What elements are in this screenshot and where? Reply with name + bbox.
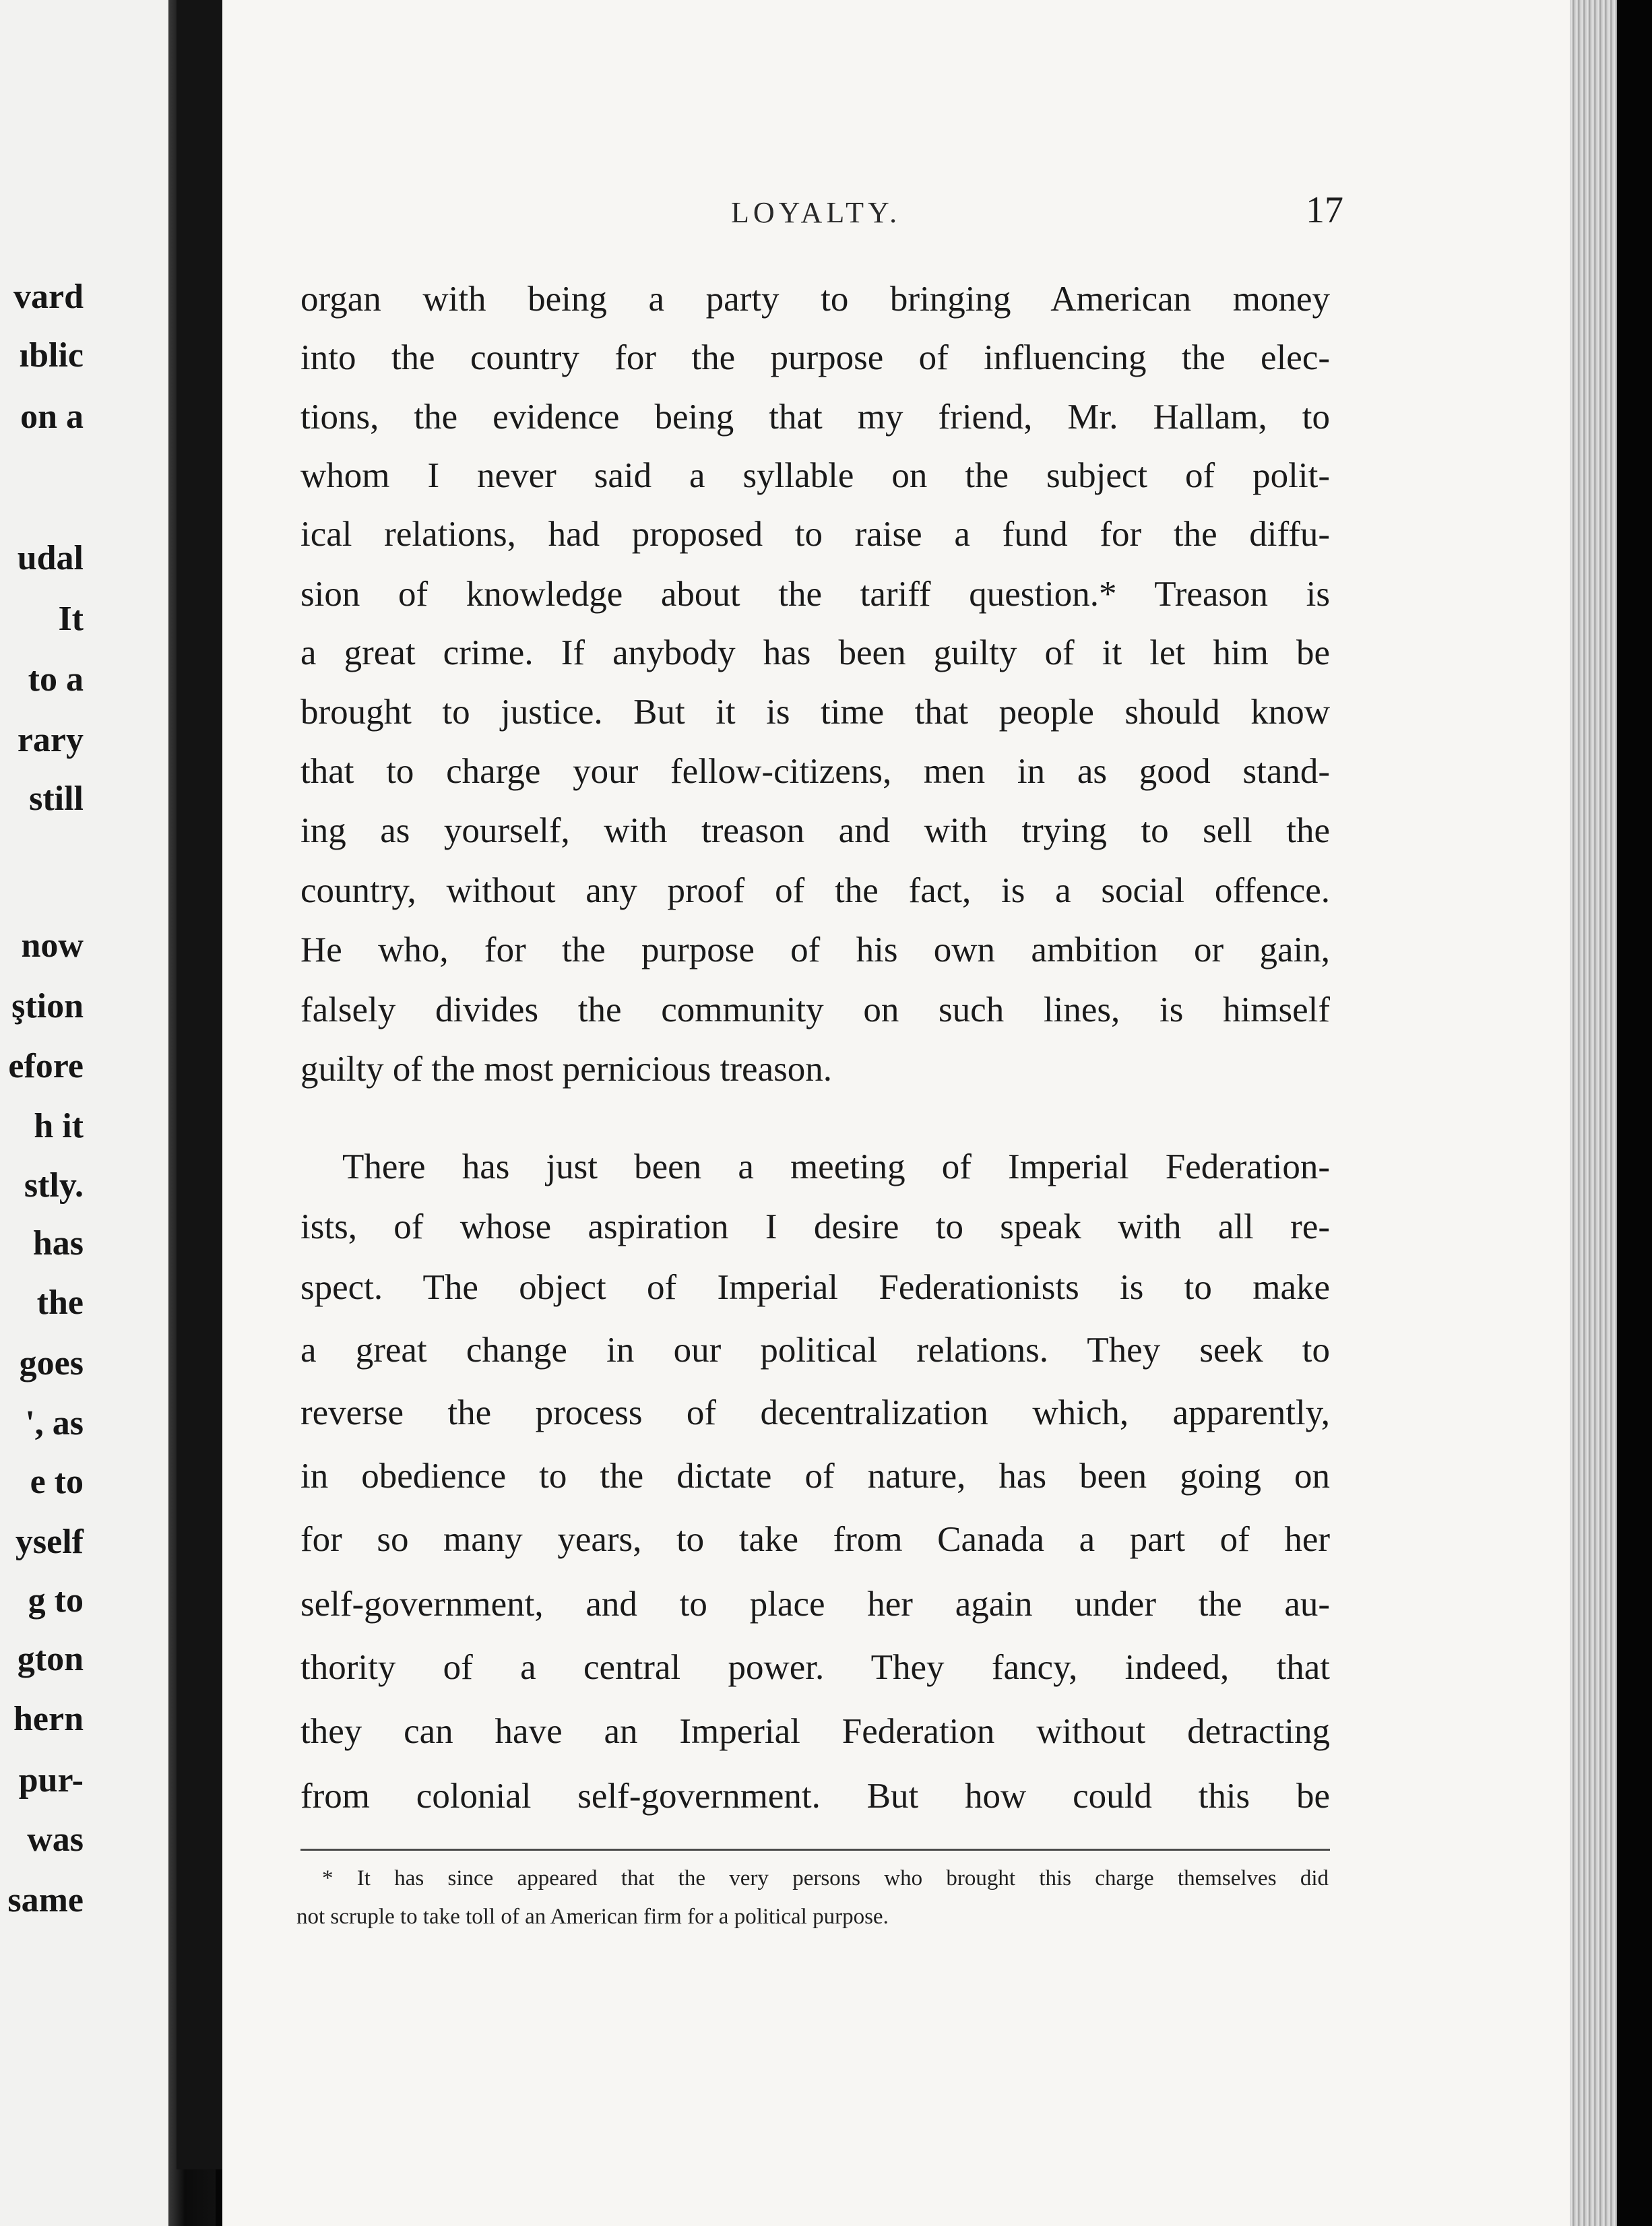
body-text-line: for so many years, to take from Canada a part of her [300,1520,1330,1559]
body-text-line: ical relations, had proposed to raise a fund for the diffu- [300,515,1330,554]
left-page-line: It [58,600,84,638]
scan-background [1617,0,1652,2226]
body-text-line: country, without any proof of the fact, is a social offence. [300,871,1330,910]
body-text-line: brought to justice. But it is time that people should know [300,693,1330,732]
body-text-line: in obedience to the dictate of nature, has been going on [300,1457,1330,1496]
body-text-line: ists, of whose aspiration I desire to speak with all re- [300,1207,1330,1246]
body-text-line: guilty of the most pernicious treason. [300,1050,832,1089]
left-page-line: yself [15,1523,84,1561]
left-page-line: gton [17,1640,84,1678]
body-text-line: sion of knowledge about the tariff question.* Treason is [300,575,1330,614]
left-page-line: ', as [25,1404,84,1442]
left-page-line: hern [13,1700,84,1738]
body-text-line: spect. The object of Imperial Federationists is to make [300,1268,1330,1307]
body-text-line: There has just been a meeting of Imperial Federation- [342,1147,1330,1186]
main-page [222,0,1577,2226]
left-page-line: e to [30,1463,84,1501]
left-page-line: g to [28,1581,84,1620]
left-page-line: still [29,780,84,818]
body-text-line: they can have an Imperial Federation without detracting [300,1712,1330,1751]
running-head: LOYALTY. [731,196,901,229]
body-text-line: whom I never said a syllable on the subject of polit- [300,456,1330,495]
body-text-line: thority of a central power. They fancy, indeed, that [300,1648,1330,1687]
left-page-line: stly. [24,1166,84,1205]
body-text-line: ing as yourself, with treason and with trying to sell the [300,811,1330,850]
footnote-line: * It has since appeared that the very persons who brought this charge themselves did [322,1866,1329,1890]
body-text-line: a great crime. If anybody has been guilty of it let him be [300,633,1330,672]
body-text-line: falsely divides the community on such lines, is himself [300,990,1330,1029]
left-page-line: h it [34,1107,84,1145]
left-page-line: to a [28,660,84,699]
footnote-line: not scruple to take toll of an American firm for a political purpose. [296,1905,889,1929]
body-text-line: a great change in our political relations. They seek to [300,1331,1330,1370]
left-page-line: was [27,1820,84,1859]
left-page-line: goes [19,1344,84,1382]
left-page-line: on a [20,398,84,436]
page-number: 17 [1306,189,1343,231]
left-page-line: vard [13,278,84,316]
left-page-line: udal [17,539,84,577]
left-page-line: now [21,926,84,965]
left-page-line: efore [8,1047,84,1085]
previous-page-fragment [0,0,177,2226]
left-page-line: the [36,1283,84,1322]
left-page-line: same [7,1881,84,1919]
left-page-line: ştion [11,987,84,1025]
body-text-line: tions, the evidence being that my friend, Mr. Hallam, to [300,398,1330,437]
left-page-line: pur- [18,1761,84,1800]
body-text-line: organ with being a party to bringing American money [300,280,1330,319]
book-gutter [177,0,224,2169]
body-text-line: from colonial self-government. But how could this be [300,1777,1330,1816]
body-text-line: reverse the process of decentralization which, apparently, [300,1393,1330,1432]
body-text-line: self-government, and to place her again under the au- [300,1585,1330,1624]
left-page-line: rary [17,721,84,759]
body-text-line: that to charge your fellow-citizens, men in as good stand- [300,752,1330,791]
footnote-rule [300,1849,1330,1851]
left-page-line: ıblic [19,336,84,375]
body-text-line: He who, for the purpose of his own ambition or gain, [300,930,1330,969]
left-page-line: has [32,1224,84,1263]
body-text-line: into the country for the purpose of influencing the elec- [300,338,1330,377]
